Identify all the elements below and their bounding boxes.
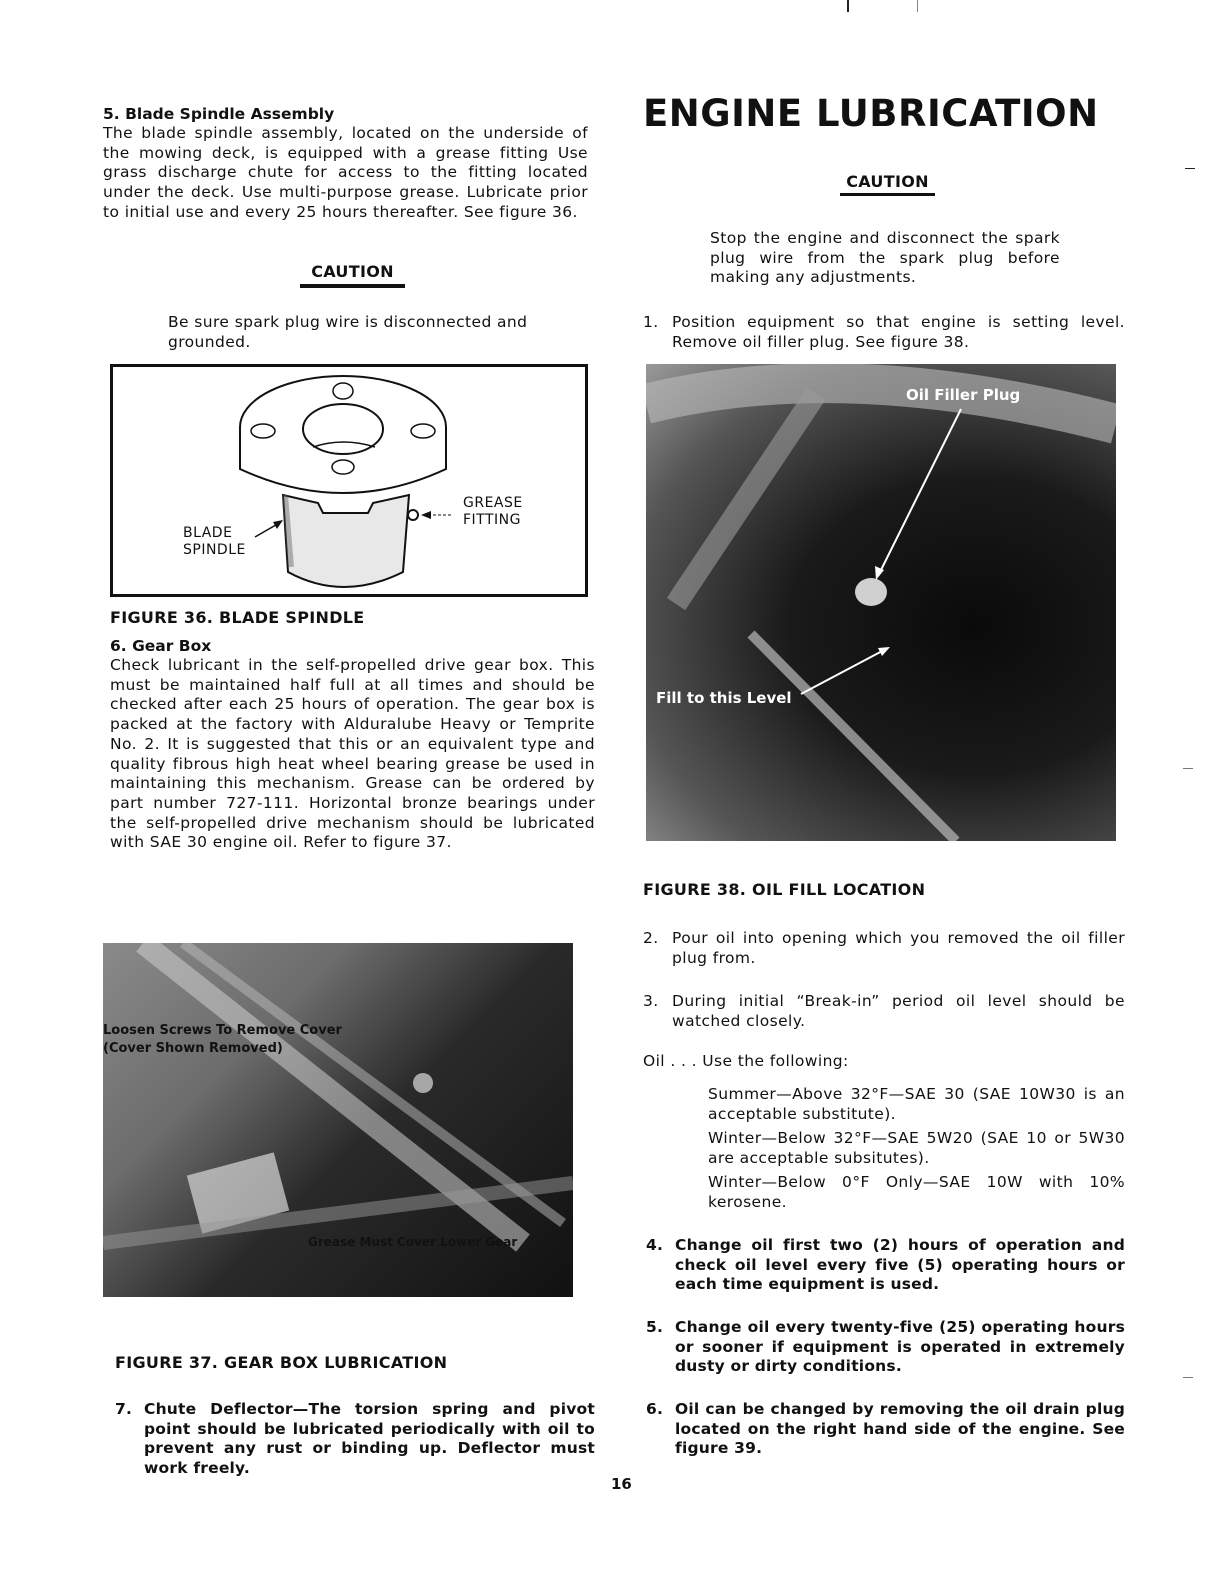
oil-fill-photo-shapes bbox=[646, 364, 1116, 841]
step-3 bbox=[643, 992, 1125, 1031]
page-title: ENGINE LUBRICATION bbox=[643, 92, 1099, 135]
section-7-text: Chute Deflector—The torsion spring and pivot point should be lubricated periodically with oil to prevent any rust or binding up. Deflector must work freely. bbox=[144, 1400, 595, 1478]
margin-mark bbox=[1183, 768, 1193, 769]
step-text: Change oil first two (2) hours of operation and check oil level every five (5) operating hours or each time equipment is used. bbox=[675, 1236, 1125, 1294]
section-6-body: Check lubricant in the self-propelled drive gear box. This must be maintained half full at all times and should be checked after each 25 hours of operation. The gear box is packed at the factory with Alduralube Heavy or Temprite No. 2. It is suggested that this or an equivalent type and quality fibrous high heat wheel bearing grease be used in maintaining this mechanism. Grease can be ordered by part number 727-111. Horizontal bronze bearings under the self-propelled drive mechanism should be lubricated with SAE 30 engine oil. Refer to figure 37. bbox=[110, 656, 595, 852]
section-5-heading: 5. Blade Spindle Assembly bbox=[103, 105, 335, 123]
step-5 bbox=[646, 1318, 1125, 1377]
step-text: Pour oil into opening which you removed the oil filler plug from. bbox=[672, 929, 1125, 967]
caution-text-right: Stop the engine and disconnect the spark plug wire from the spark plug before making any adjustments. bbox=[710, 229, 1060, 287]
label-blade: BLADE bbox=[183, 525, 233, 541]
caution-block-left bbox=[300, 262, 405, 288]
oil-grade-winter-extreme: Winter—Below 0°F Only—SAE 10W with 10% kerosene. bbox=[708, 1173, 1125, 1211]
margin-mark bbox=[1183, 1377, 1193, 1378]
caution-text-left: Be sure spark plug wire is disconnected and grounded. bbox=[168, 313, 528, 351]
step-1 bbox=[643, 313, 1125, 352]
step-2 bbox=[643, 929, 1125, 968]
caution-underline bbox=[840, 193, 935, 196]
caution-label: CAUTION bbox=[846, 172, 929, 191]
section-7-item bbox=[115, 1400, 595, 1479]
scan-mark bbox=[847, 0, 849, 12]
step-number: 6. bbox=[646, 1400, 664, 1418]
oil-intro: Oil . . . Use the following: bbox=[643, 1052, 849, 1070]
section-5-body: The blade spindle assembly, located on the underside of the mowing deck, is equipped with a grease fitting Use grass discharge chute for access to the fitting located under the deck. Use multi-purpose grease. Lubricate prior to initial use and every 25 hours thereafter. See figure 36. bbox=[103, 124, 588, 221]
label-spindle: SPINDLE bbox=[183, 542, 246, 558]
section-7-number: 7. bbox=[115, 1400, 133, 1418]
label-cover-removed: (Cover Shown Removed) bbox=[103, 1041, 283, 1056]
section-6-heading: 6. Gear Box bbox=[110, 637, 212, 655]
blade-spindle-illustration bbox=[113, 367, 585, 594]
label-grease: GREASE bbox=[463, 495, 523, 511]
figure-37-caption: FIGURE 37. GEAR BOX LUBRICATION bbox=[115, 1353, 448, 1372]
oil-grade-winter: Winter—Below 32°F—SAE 5W20 (SAE 10 or 5W30 are acceptable subsitutes). bbox=[708, 1129, 1125, 1167]
step-text: Position equipment so that engine is setting level. Remove oil filler plug. See figure 38. bbox=[672, 313, 1125, 351]
margin-mark bbox=[1185, 168, 1195, 169]
figure-36-caption: FIGURE 36. BLADE SPINDLE bbox=[110, 608, 365, 627]
caution-block-right bbox=[840, 172, 935, 196]
figure-38-photo bbox=[646, 364, 1116, 841]
step-text: Change oil every twenty-five (25) operating hours or sooner if equipment is operated in extremely dusty or dirty conditions. bbox=[675, 1318, 1125, 1376]
label-oil-filler-plug: Oil Filler Plug bbox=[906, 386, 1021, 404]
step-number: 4. bbox=[646, 1236, 664, 1254]
step-6 bbox=[646, 1400, 1125, 1459]
step-number: 2. bbox=[643, 929, 659, 947]
figure-36-frame bbox=[110, 364, 588, 597]
label-grease-must-cover: Grease Must Cover Lower Gear bbox=[308, 1235, 518, 1249]
label-fill-to-level: Fill to this Level bbox=[656, 689, 792, 707]
figure-37-photo bbox=[103, 943, 573, 1297]
step-text: Oil can be changed by removing the oil drain plug located on the right hand side of the engine. See figure 39. bbox=[675, 1400, 1125, 1458]
scan-mark bbox=[917, 0, 918, 12]
label-loosen-screws: Loosen Screws To Remove Cover bbox=[103, 1023, 342, 1038]
caution-underline bbox=[300, 284, 405, 288]
step-text: During initial “Break-in” period oil level should be watched closely. bbox=[672, 992, 1125, 1030]
step-number: 3. bbox=[643, 992, 659, 1010]
step-number: 1. bbox=[643, 313, 659, 331]
label-fitting: FITTING bbox=[463, 512, 521, 528]
caution-label: CAUTION bbox=[311, 262, 394, 281]
oil-grade-summer: Summer—Above 32°F—SAE 30 (SAE 10W30 is an acceptable substitute). bbox=[708, 1085, 1125, 1123]
step-4 bbox=[646, 1236, 1125, 1295]
figure-38-caption: FIGURE 38. OIL FILL LOCATION bbox=[643, 880, 926, 899]
page-number: 16 bbox=[611, 1475, 632, 1493]
step-number: 5. bbox=[646, 1318, 664, 1336]
